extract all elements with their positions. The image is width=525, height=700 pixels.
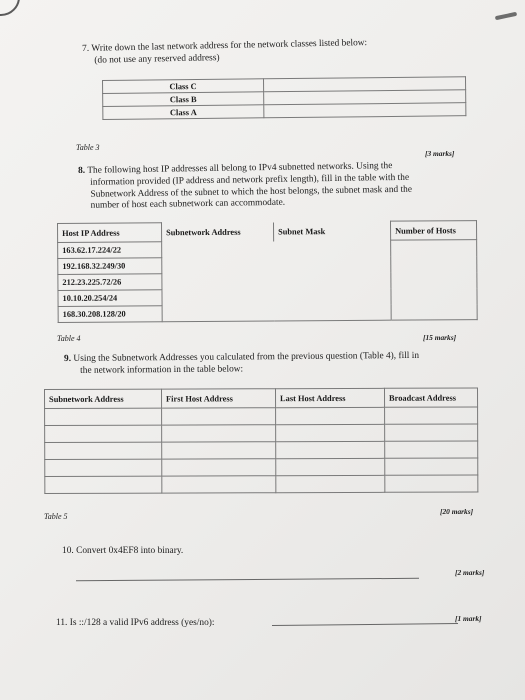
answer-cell[interactable] bbox=[274, 256, 391, 273]
answer-cell[interactable] bbox=[274, 240, 391, 257]
answer-cell[interactable] bbox=[45, 425, 162, 442]
answer-cell[interactable] bbox=[162, 273, 274, 290]
q8-line: number of host each subnetwork can accommodate. bbox=[90, 198, 286, 212]
q7-table bbox=[102, 76, 466, 120]
answer-cell[interactable] bbox=[162, 459, 276, 476]
q9-table bbox=[44, 387, 478, 494]
answer-cell[interactable] bbox=[162, 425, 276, 442]
answer-cell[interactable] bbox=[162, 442, 276, 459]
answer-cell[interactable] bbox=[385, 458, 478, 475]
answer-cell[interactable] bbox=[45, 408, 162, 425]
table-row bbox=[45, 407, 478, 426]
q8-line: The following host IP addresses all belong to IPv4 subnetted networks. Using the bbox=[87, 161, 393, 176]
q10-text: 10. Convert 0x4EF8 into binary. bbox=[62, 546, 184, 556]
q8-number: 8. bbox=[78, 165, 86, 176]
q9-line: Using the Subnetwork Addresses you calculated from the previous question (Table 4), fill in bbox=[73, 350, 420, 364]
answer-cell[interactable] bbox=[162, 257, 274, 274]
table-row bbox=[45, 458, 478, 477]
q7-answer-cell[interactable] bbox=[264, 103, 466, 118]
table-3-label: Table 3 bbox=[76, 143, 100, 152]
answer-cell[interactable] bbox=[162, 289, 274, 306]
answer-cell[interactable] bbox=[162, 476, 276, 493]
answer-cell[interactable] bbox=[276, 407, 385, 424]
q8-line: information provided (IP address and network prefix length), fill in the table with the bbox=[90, 172, 410, 188]
q7-row-label: Class B bbox=[103, 92, 264, 107]
header-last-host: Last Host Address bbox=[276, 388, 385, 407]
q7-text: Write down the last network address for the network classes listed below: bbox=[91, 38, 368, 54]
table-row bbox=[45, 441, 478, 460]
q7-number: 7. bbox=[82, 43, 90, 54]
answer-cell[interactable] bbox=[274, 272, 391, 289]
answer-cell[interactable] bbox=[162, 408, 276, 425]
q8-marks: [15 marks] bbox=[423, 333, 457, 342]
answer-cell[interactable] bbox=[274, 304, 391, 321]
answer-cell[interactable] bbox=[274, 288, 391, 305]
answer-cell[interactable] bbox=[45, 442, 162, 459]
answer-cell[interactable] bbox=[391, 256, 477, 273]
header-first-host: First Host Address bbox=[162, 389, 276, 408]
corner-circle-mark bbox=[0, 0, 20, 16]
table-header-row bbox=[45, 388, 478, 409]
q7-row-label: Class A bbox=[103, 105, 264, 120]
answer-cell[interactable] bbox=[391, 272, 477, 289]
table-row bbox=[103, 103, 466, 120]
q10-marks: [2 marks] bbox=[455, 568, 485, 577]
host-ip-cell: 168.30.208.128/20 bbox=[58, 306, 162, 323]
q8-line: Subnetwork Address of the subnet to which the host belongs, the subnet mask and the bbox=[90, 184, 413, 200]
host-ip-cell: 192.168.32.249/30 bbox=[58, 258, 162, 275]
answer-cell[interactable] bbox=[385, 424, 478, 441]
q9-block bbox=[64, 351, 419, 378]
q11-text: 11. Is ::/128 a valid IPv6 address (yes/no): bbox=[56, 618, 215, 628]
q9-number: 9. bbox=[64, 353, 72, 364]
header-subnetwork-address: Subnetwork Address bbox=[45, 389, 162, 408]
answer-cell[interactable] bbox=[276, 441, 385, 458]
q7-row-label: Class C bbox=[103, 79, 264, 94]
q11-answer-line[interactable] bbox=[272, 623, 458, 626]
q9-line: the network information in the table below: bbox=[80, 364, 244, 376]
answer-cell[interactable] bbox=[276, 458, 385, 475]
answer-cell[interactable] bbox=[162, 305, 274, 322]
q8-block bbox=[78, 161, 412, 213]
answer-cell[interactable] bbox=[162, 241, 274, 258]
header-subnet-mask: Subnet Mask bbox=[273, 221, 390, 241]
edge-mark bbox=[495, 12, 517, 20]
header-number-of-hosts: Number of Hosts bbox=[390, 221, 476, 241]
table-4-label: Table 4 bbox=[57, 334, 81, 343]
answer-cell[interactable] bbox=[45, 476, 162, 493]
host-ip-cell: 10.10.20.254/24 bbox=[58, 290, 162, 307]
answer-cell[interactable] bbox=[385, 475, 478, 492]
answer-cell[interactable] bbox=[391, 304, 477, 321]
answer-cell[interactable] bbox=[385, 441, 478, 458]
q10-answer-line[interactable] bbox=[76, 578, 419, 581]
answer-cell[interactable] bbox=[45, 459, 162, 476]
answer-cell[interactable] bbox=[276, 424, 385, 441]
header-host-ip: Host IP Address bbox=[58, 223, 162, 243]
table-row bbox=[45, 475, 478, 494]
q9-marks: [20 marks] bbox=[440, 507, 474, 516]
table-row bbox=[45, 424, 478, 443]
q11-marks: [1 mark] bbox=[455, 614, 482, 623]
answer-cell[interactable] bbox=[391, 288, 477, 305]
host-ip-cell: 212.23.225.72/26 bbox=[58, 274, 162, 291]
q7-marks: [3 marks] bbox=[425, 149, 455, 158]
q7-subtext: (do not use any reserved address) bbox=[94, 52, 220, 66]
answer-cell[interactable] bbox=[276, 475, 385, 492]
answer-cell[interactable] bbox=[385, 407, 478, 424]
answer-cell[interactable] bbox=[391, 240, 477, 257]
q7-block bbox=[82, 38, 368, 67]
q8-table bbox=[57, 220, 478, 323]
header-broadcast-address: Broadcast Address bbox=[384, 388, 477, 407]
table-row bbox=[58, 304, 477, 323]
header-subnetwork-address: Subnetwork Address bbox=[162, 222, 274, 242]
host-ip-cell: 163.62.17.224/22 bbox=[58, 242, 162, 259]
table-5-label: Table 5 bbox=[44, 512, 68, 521]
